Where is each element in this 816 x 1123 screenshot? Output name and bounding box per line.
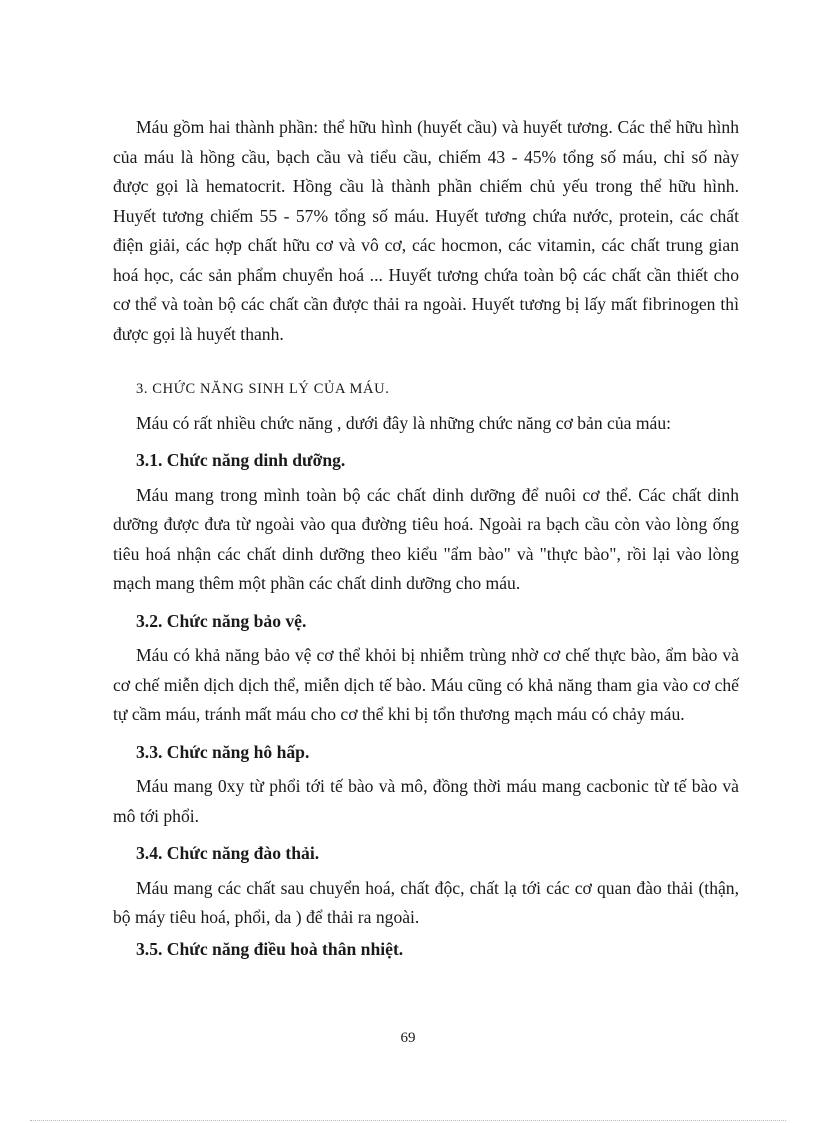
blood-composition-paragraph: Máu gồm hai thành phần: thể hữu hình (huyết cầu) và huyết tương. Các thể hữu hình của máu là hồng cầu, bạch cầu và tiểu cầu, chiếm 43 - 45% tổng số máu, chỉ số này được gọi là hematocrit. Hồng cầu là thành phần chiếm chủ yếu trong thể hữu hình. Huyết tương chiếm 55 - 57% tổng số máu. Huyết tương chứa nước, protein, các chất điện giải, các hợp chất hữu cơ và vô cơ, các hocmon, các vitamin, các chất trung gian hoá học, các sản phẩm chuyển hoá ... Huyết tương chứa toàn bộ các chất cần thiết cho cơ thể và toàn bộ các chất cần được thải ra ngoài. Huyết tương bị lấy mất fibrinogen thì được gọi là huyết thanh.	[113, 117, 739, 344]
page-bottom-divider	[30, 1120, 786, 1121]
subsection-text-nutrition: Máu mang trong mình toàn bộ các chất dinh dưỡng để nuôi cơ thể. Các chất dinh dưỡng được đưa từ ngoài vào qua đường tiêu hoá. Ngoài ra bạch cầu còn vào lòng ống tiêu hoá nhận các chất dinh dưỡng theo kiểu "ẩm bào" và "thực bào", rồi lại vào lòng mạch mang thêm một phần các chất dinh dưỡng cho máu.	[113, 484, 739, 593]
page-number: 69	[400, 1030, 416, 1046]
subsection-heading-respiration: 3.3. Chức năng hô hấp.	[136, 741, 310, 762]
section-title: 3. CHỨC NĂNG SINH LÝ CỦA MÁU.	[136, 381, 390, 397]
subsection-heading-nutrition: 3.1. Chức năng dinh dưỡng.	[136, 450, 346, 470]
subsection-text-respiration: Máu mang 0xy từ phổi tới tế bào và mô, đồng thời máu mang cacbonic từ tế bào và mô tới phổi.	[113, 776, 739, 826]
subsection-text-protection: Máu có khả năng bảo vệ cơ thể khỏi bị nhiễm trùng nhờ cơ chế thực bào, ẩm bào và cơ chế miễn dịch dịch thể, miễn dịch tế bào. Máu cũng có khả năng tham gia vào cơ chế tự cầm máu, tránh mất máu cho cơ thể khi bị tổn thương mạch máu có chảy máu.	[113, 645, 739, 724]
page-body	[113, 113, 739, 969]
subsection-heading-excretion: 3.4. Chức năng đào thải.	[136, 843, 320, 863]
subsection-heading-protection: 3.2. Chức năng bảo vệ.	[136, 610, 307, 631]
subsection-text-excretion: Máu mang các chất sau chuyển hoá, chất độc, chất lạ tới các cơ quan đào thải (thận, bộ máy tiêu hoá, phổi, da ) để thải ra ngoài.	[113, 877, 739, 927]
section-intro: Máu có rất nhiều chức năng , dưới đây là những chức năng cơ bản của máu:	[136, 412, 672, 433]
subsection-heading-thermoregulation: 3.5. Chức năng điều hoà thân nhiệt.	[136, 938, 404, 959]
